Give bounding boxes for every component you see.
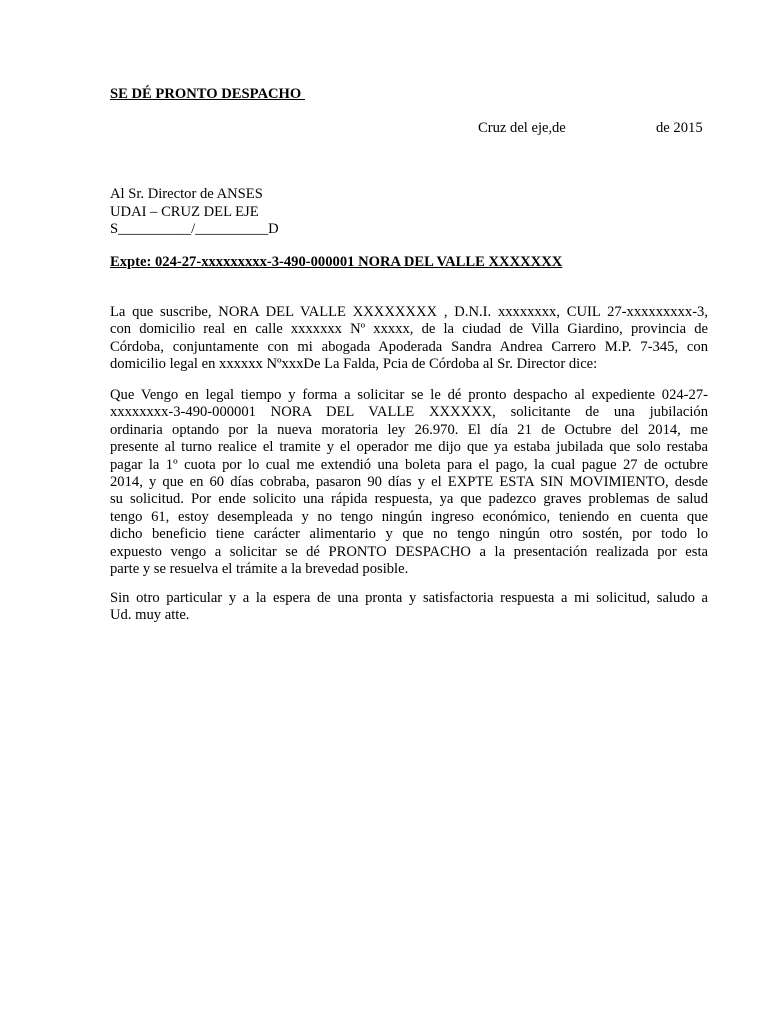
- paragraph-line: domicilio legal en xxxxxx NºxxxDe La Falda, Pcia de Córdoba al Sr. Director dice:: [110, 356, 598, 373]
- paragraph-line: con domicilio real en calle xxxxxxx Nº xxxxx, de la ciudad de Villa Giardino, provincia de: [110, 321, 708, 338]
- date-year: de 2015: [656, 120, 703, 136]
- paragraph-line: La que suscribe, NORA DEL VALLE XXXXXXXX , D.N.I. xxxxxxxx, CUIL 27-xxxxxxxxx-3,: [110, 304, 708, 320]
- paragraph-line: expuesto vengo a solicitar se dé PRONTO DESPACHO a la presentación realizada por esta: [110, 543, 708, 560]
- paragraph-line: pagar la 1º cuota por lo cual me extendió una boleta para el pago, la cual pague 27 de octubre: [110, 456, 708, 473]
- paragraph-line: tengo 61, estoy desempleada y no tengo ningún ingreso económico, teniendo en cuenta que: [110, 508, 708, 525]
- addressee-line: Al Sr. Director de ANSES: [110, 186, 263, 202]
- paragraph-line: dicho beneficio tiene carácter alimentario y que no tengo ningún otro sostén, por todo lo: [110, 526, 708, 543]
- expediente-reference: Expte: 024-27-xxxxxxxxx-3-490-000001 NORA DEL VALLE XXXXXXX: [110, 254, 563, 270]
- addressee-line: S__________/__________D: [110, 221, 279, 237]
- paragraph-line: su solicitud. Por ende solicito una rápida respuesta, ya que padezco graves problemas de salud: [110, 491, 708, 508]
- paragraph-line: Que Vengo en legal tiempo y forma a solicitar se le dé pronto despacho al expediente 024-27-: [110, 387, 708, 403]
- paragraph-line: xxxxxxxx-3-490-000001 NORA DEL VALLE XXXXXX, solicitante de una jubilación: [110, 404, 708, 421]
- paragraph-line: parte y se resuelva el trámite a la brevedad posible.: [110, 561, 409, 578]
- paragraph-closing: [110, 590, 708, 625]
- addressee-block: [110, 186, 279, 239]
- date-place: Cruz del eje,: [478, 120, 553, 136]
- paragraph-line: 2014, y que en 60 días cobraba, pasaron 90 días y el EXPTE ESTA SIN MOVIMIENTO, desde: [110, 474, 708, 491]
- paragraph-introduction: [110, 304, 708, 374]
- date-month-connector: de: [552, 120, 566, 136]
- date-line: [478, 120, 708, 138]
- addressee-line: UDAI – CRUZ DEL EJE: [110, 203, 259, 220]
- paragraph-line: presente al turno realice el tramite y el operador me dijo que ya estaba jubilada que solo restaba: [110, 439, 708, 456]
- paragraph-line: Ud. muy atte.: [110, 607, 190, 624]
- paragraph-line: Sin otro particular y a la espera de una pronta y satisfactoria respuesta a mi solicitud, saludo a: [110, 590, 708, 606]
- document-title: SE DÉ PRONTO DESPACHO: [110, 86, 305, 102]
- paragraph-request: [110, 387, 708, 578]
- paragraph-line: Córdoba, conjuntamente con mi abogada Apoderada Sandra Andrea Carrero M.P. 7-345, con: [110, 338, 708, 355]
- paragraph-line: ordinaria optando por la nueva moratoria ley 26.970. El día 21 de Octubre del 2014, me: [110, 421, 708, 438]
